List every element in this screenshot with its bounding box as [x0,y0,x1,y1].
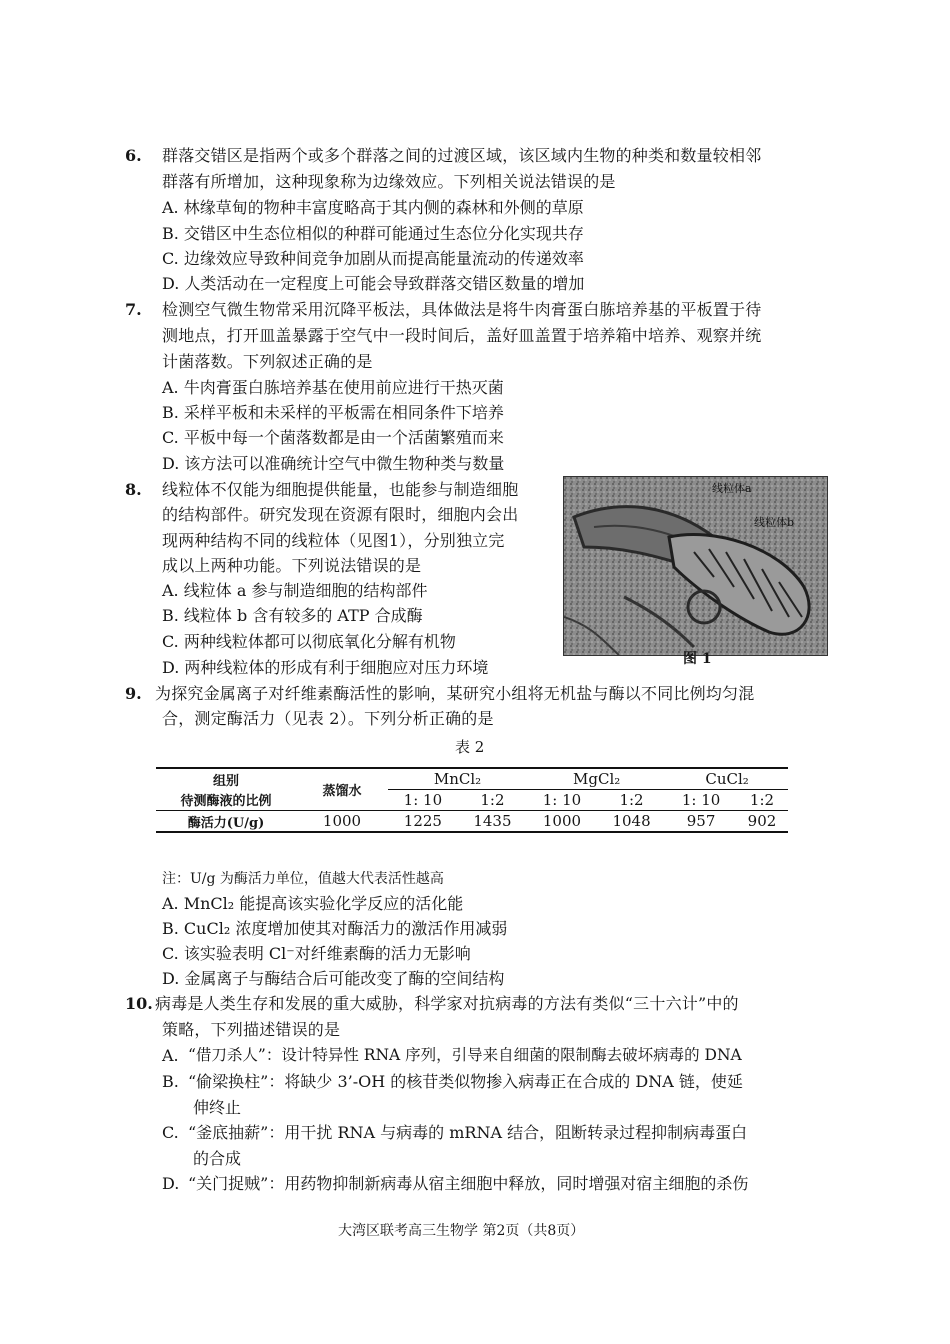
q8-option-a: A. 线粒体 a 参与制造细胞的结构部件 [162,581,428,600]
water-header: 蒸馏水 [296,768,388,811]
q9-option-b: B. CuCl₂ 浓度增加使其对酶活力的激活作用减弱 [162,919,508,938]
table-caption: 表 2 [455,738,485,756]
q10-option-c-line1: “釜底抽薪”：用干扰 RNA 与病毒的 mRNA 结合，阻断转录过程抑制病毒蛋白 [188,1123,748,1142]
q9-stem-line2: 合，测定酶活力（见表 2）。下列分析正确的是 [162,709,494,728]
page-footer: 大湾区联考高三生物学 第2页（共8页） [338,1223,585,1239]
label-mitochondrion-b: 线粒体b [754,516,795,529]
q9-stem-line1: 为探究金属离子对纤维素酶活性的影响，某研究小组将无机盐与酶以不同比例均匀混 [155,684,755,703]
q8-number: 8. [125,480,142,499]
q10-option-b-line2: 伸终止 [193,1098,242,1117]
q9-number: 9. [125,684,142,703]
q7-option-c: C. 平板中每一个菌落数都是由一个活菌繁殖而来 [162,428,504,447]
q8-option-d: D. 两种线粒体的形成有利于细胞应对压力环境 [162,658,489,677]
q7-option-d: D. 该方法可以准确统计空气中微生物种类与数量 [162,454,505,473]
q6-option-a: A. 林缘草甸的物种丰富度略高于其内侧的森林和外侧的草原 [162,198,584,217]
figure-caption: 图 1 [683,651,712,667]
q10-stem-line1: 病毒是人类生存和发展的重大威胁，科学家对抗病毒的方法有类似“三十六计”中的 [155,994,739,1013]
enzyme-activity-table [156,767,788,833]
ratio-cell: 1:2 [749,791,775,809]
q10-number: 10. [125,994,153,1013]
q10-option-a: “借刀杀人”：设计特异性 RNA 序列，引导来自细菌的限制酶去破坏病毒的 DNA [188,1046,742,1064]
q7-stem-line3: 计菌落数。下列叙述正确的是 [162,352,373,371]
q7-option-b: B. 采样平板和未采样的平板需在相同条件下培养 [162,403,504,422]
label-mitochondrion-a: 线粒体a [712,482,752,495]
ratio-header: 待测酶液的比例 [180,794,272,810]
q10-option-d-label: D. [162,1174,180,1193]
q10-option-a-label: A. [162,1046,179,1065]
q8-stem-line1: 线粒体不仅能为细胞提供能量，也能参与制造细胞 [162,480,519,499]
q10-option-d: “关门捉贼”：用药物抑制新病毒从宿主细胞中释放，同时增强对宿主细胞的杀伤 [188,1174,749,1193]
ratio-cell: 1: 10 [681,791,721,809]
activity-header: 酶活力(U/g) [156,811,296,833]
q7-number: 7. [125,300,142,319]
table-note: 注：U/g 为酶活力单位，值越大代表活性越高 [162,871,444,887]
q8-stem-line3: 现两种结构不同的线粒体（见图1），分别独立完 [162,531,505,550]
q9-option-a: A. MnCl₂ 能提高该实验化学反应的活化能 [162,894,464,913]
q7-stem-line2: 测地点，打开皿盖暴露于空气中一段时间后，盖好皿盖置于培养箱中培养、观察并统 [162,326,762,345]
activity-value: 902 [736,811,788,833]
q8-stem-line2: 的结构部件。研究发现在资源有限时，细胞内会出 [162,505,519,524]
q8-stem-line4: 成以上两种功能。下列说法错误的是 [162,556,422,575]
salt-header-mgcl2: MgCl₂ [527,768,666,790]
activity-value: 1225 [388,811,458,833]
q6-option-b: B. 交错区中生态位相似的种群可能通过生态位分化实现共存 [162,224,584,243]
q10-option-b-label: B. [162,1072,179,1091]
q8-option-c: C. 两种线粒体都可以彻底氧化分解有机物 [162,632,456,651]
mitochondria-micrograph [563,476,828,656]
group-header: 组别 [156,768,296,790]
q9-option-d: D. 金属离子与酶结合后可能改变了酶的空间结构 [162,969,505,988]
ratio-cell: 1: 10 [403,791,443,809]
q10-option-b-line1: “偷梁换柱”：将缺少 3’-OH 的核苷类似物掺入病毒正在合成的 DNA 链，使延 [188,1072,743,1091]
ratio-cell: 1:2 [480,791,505,809]
micrograph-drawing [564,477,827,655]
q10-option-c-label: C. [162,1123,179,1142]
q6-option-c: C. 边缘效应导致种间竞争加剧从而提高能量流动的传递效率 [162,249,584,268]
activity-value: 1435 [458,811,527,833]
ratio-cell: 1:2 [619,791,644,809]
activity-value: 1000 [527,811,597,833]
activity-value: 957 [666,811,736,833]
q9-option-c: C. 该实验表明 Cl⁻对纤维素酶的活力无影响 [162,944,471,963]
q6-option-d: D. 人类活动在一定程度上可能会导致群落交错区数量的增加 [162,274,585,293]
q6-stem-line1: 群落交错区是指两个或多个群落之间的过渡区域，该区域内生物的种类和数量较相邻 [162,146,762,165]
q10-option-c-line2: 的合成 [193,1149,242,1168]
q7-option-a: A. 牛肉膏蛋白胨培养基在使用前应进行干热灭菌 [162,378,504,397]
ratio-cell: 1: 10 [542,791,582,809]
activity-value: 1000 [296,811,388,833]
salt-header-cucl2: CuCl₂ [666,768,788,790]
activity-value: 1048 [597,811,666,833]
q10-stem-line2: 策略，下列描述错误的是 [162,1020,341,1039]
salt-header-mncl2: MnCl₂ [388,768,527,790]
q8-option-b: B. 线粒体 b 含有较多的 ATP 合成酶 [162,606,423,625]
q7-stem-line1: 检测空气微生物常采用沉降平板法，具体做法是将牛肉膏蛋白胨培养基的平板置于待 [162,300,762,319]
q6-stem-line2: 群落有所增加，这种现象称为边缘效应。下列相关说法错误的是 [162,172,616,191]
q6-number: 6. [125,146,142,165]
